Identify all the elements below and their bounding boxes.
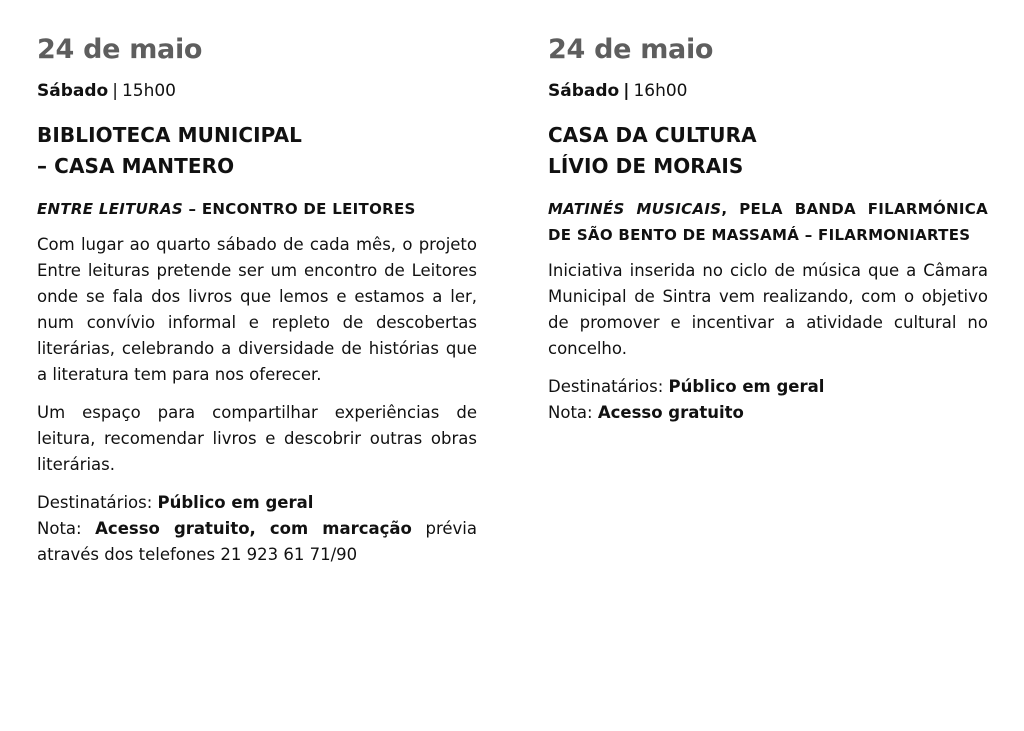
event-venue [37, 120, 477, 182]
venue-line-2: – CASA MANTERO [37, 154, 235, 178]
event-description-2: Um espaço para compartilhar experiências de leitura, recomendar livros e descobrir outras obras literárias. [37, 403, 477, 474]
note-line [548, 400, 988, 426]
event-time: 15h00 [121, 81, 176, 101]
event-title [37, 196, 477, 222]
event-day: Sábado [37, 81, 109, 101]
event-info [548, 374, 988, 426]
audience-value: Público em geral [157, 493, 314, 512]
note-label: Nota: [548, 403, 598, 422]
event-day-time [37, 79, 477, 103]
event-date: 24 de maio [548, 34, 714, 65]
venue-line-2: LÍVIO DE MORAIS [548, 154, 744, 178]
event-description: Com lugar ao quarto sábado de cada mês, o projeto Entre leituras pretende ser um encontro de Leitores onde se fala dos livros que lemos e estamos a ler, num convívio informal e repleto de descobertas literárias, celebrando a diversidade de histórias que a literatura tem para nos oferecer. [37, 235, 477, 384]
note-line [37, 516, 477, 568]
event-title-rest: , PELA BANDA FILARMÓNICA DE SÃO BENTO DE MASSAMÁ – FILARMONIARTES [548, 200, 988, 244]
note-rest: prévia através dos telefones 21 923 61 71/90 [37, 519, 477, 564]
event-description: Iniciativa inserida no ciclo de música que a Câmara Municipal de Sintra vem realizando, com o objetivo de promover e incentivar a atividade cultural no concelho. [548, 261, 988, 358]
audience-label: Destinatários: [37, 493, 158, 512]
note-label: Nota: [37, 519, 96, 538]
event-column-left [37, 30, 477, 568]
event-date: 24 de maio [37, 34, 203, 65]
note-value: Acesso gratuito [597, 403, 744, 422]
event-info [37, 490, 477, 568]
venue-line-1: BIBLIOTECA MUNICIPAL [37, 123, 303, 147]
event-venue [548, 120, 988, 182]
audience-label: Destinatários: [548, 377, 669, 396]
event-title-italic: ENTRE LEITURAS [37, 200, 184, 218]
event-title-italic: MATINÉS MUSICAIS [548, 200, 722, 218]
event-time: 16h00 [633, 81, 688, 101]
day-time-separator: | [112, 81, 118, 101]
event-column-right [548, 30, 988, 426]
audience-value: Público em geral [668, 377, 825, 396]
venue-line-1: CASA DA CULTURA [548, 123, 757, 147]
event-title-rest: – ENCONTRO DE LEITORES [183, 200, 416, 218]
note-value: Acesso gratuito, com marcação [95, 519, 412, 538]
day-time-separator: | [623, 81, 630, 101]
event-day-time [548, 79, 988, 103]
audience-line [548, 374, 988, 400]
audience-line [37, 490, 477, 516]
event-day: Sábado [548, 81, 620, 101]
event-title [548, 196, 988, 248]
